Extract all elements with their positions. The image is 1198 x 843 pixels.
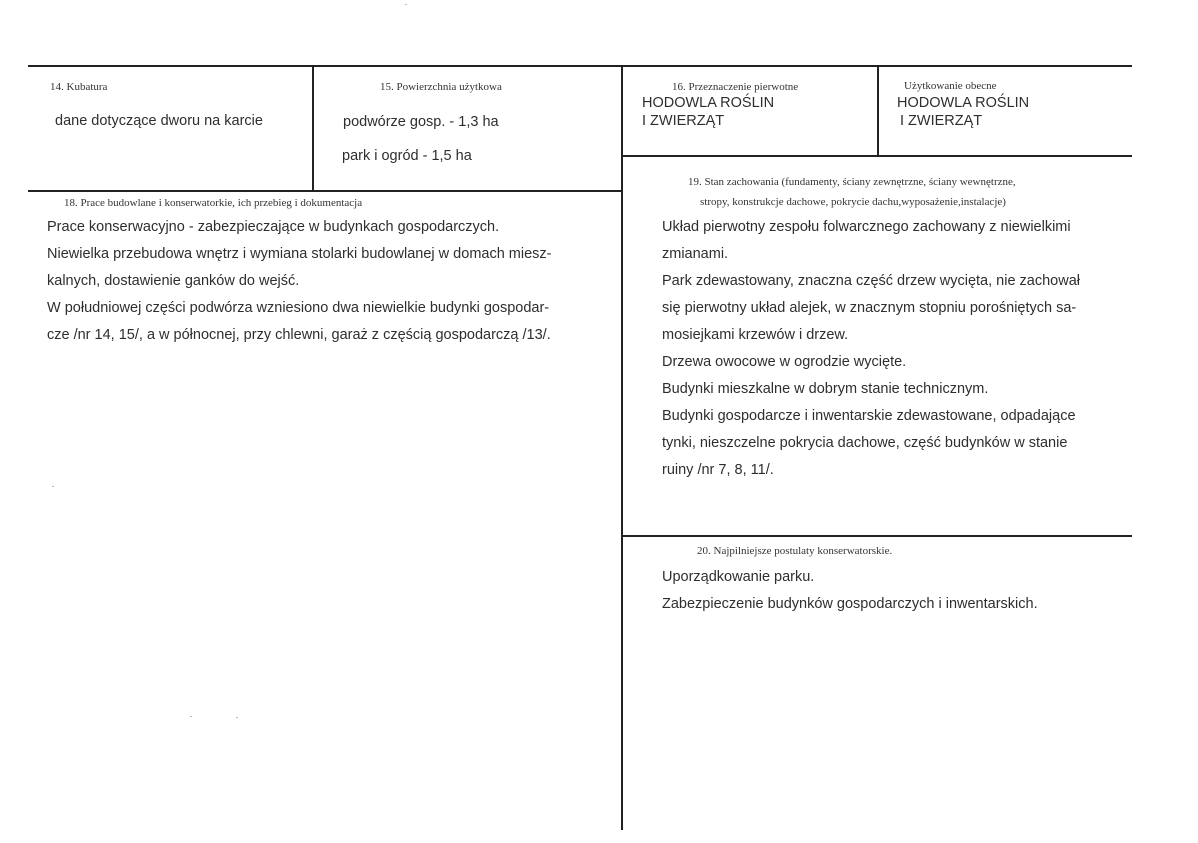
field-19-line: Budynki gospodarcze i inwentarskie zdewastowane, odpadające xyxy=(662,408,1076,424)
field-17-line-1: HODOWLA ROŚLIN xyxy=(897,95,1030,111)
field-15-line-2: park i ogród - 1,5 ha xyxy=(342,148,472,164)
field-15-line-1: podwórze gosp. - 1,3 ha xyxy=(343,114,499,130)
field-19-body xyxy=(662,214,1080,484)
center-divider xyxy=(621,65,623,830)
field-20-line: Zabezpieczenie budynków gospodarczych i inwentarskich. xyxy=(662,596,1038,612)
field-17-line-2: I ZWIERZĄT xyxy=(900,113,983,129)
field-17-caption: Użytkowanie obecne xyxy=(904,80,997,92)
field-18-line: Prace konserwacyjno - zabezpieczające w budynkach gospodarczych. xyxy=(47,219,500,235)
field-14-value: dane dotyczące dworu na karcie xyxy=(55,113,263,129)
field-18-line: Niewielka przebudowa wnętrz i wymiana stolarki budowlanej w domach miesz- xyxy=(47,246,552,262)
field-19-line: Układ pierwotny zespołu folwarcznego zachowany z niewielkimi xyxy=(662,219,1071,235)
rule-below-14-15 xyxy=(28,190,623,192)
field-16-line-2: I ZWIERZĄT xyxy=(642,113,725,129)
field-19-line: Drzewa owocowe w ogrodzie wycięte. xyxy=(662,354,907,370)
field-19-line: Budynki mieszkalne w dobrym stanie technicznym. xyxy=(662,381,989,397)
field-19-caption-1: 19. Stan zachowania (fundamenty, ściany zewnętrzne, ściany wewnętrzne, xyxy=(688,176,1016,188)
rule-below-16-17 xyxy=(621,155,1132,157)
divider-16-17 xyxy=(877,65,879,157)
scan-speck xyxy=(405,4,407,5)
field-19-line: ruiny /nr 7, 8, 11/. xyxy=(662,462,774,478)
field-16-line-1: HODOWLA ROŚLIN xyxy=(642,95,775,111)
field-18-line: W południowej części podwórza wzniesiono dwa niewielkie budynki gospodar- xyxy=(47,300,550,316)
rule-above-20 xyxy=(621,535,1132,537)
field-20-caption: 20. Najpilniejsze postulaty konserwatorskie. xyxy=(697,545,893,557)
top-rule xyxy=(28,65,1132,67)
field-19-line: zmianami. xyxy=(662,246,729,262)
field-19-line: się pierwotny układ alejek, w znacznym stopniu porośniętych sa- xyxy=(662,300,1077,316)
field-19-line: Park zdewastowany, znaczna część drzew wycięta, nie zachował xyxy=(662,273,1081,289)
field-19-line: mosiejkami krzewów i drzew. xyxy=(662,327,849,343)
field-18-caption: 18. Prace budowlane i konserwatorkie, ich przebieg i dokumentacja xyxy=(64,197,363,209)
field-18-line: kalnych, dostawienie ganków do wejść. xyxy=(47,273,300,289)
scan-speck xyxy=(236,717,238,718)
field-20-body xyxy=(662,564,1038,618)
field-14-caption: 14. Kubatura xyxy=(50,81,108,93)
field-19-caption-2: stropy, konstrukcje dachowe, pokrycie dachu,wyposażenie,instalacje) xyxy=(700,196,1006,208)
field-15-caption: 15. Powierzchnia użytkowa xyxy=(380,81,502,93)
field-20-line: Uporządkowanie parku. xyxy=(662,569,815,585)
field-19-line: tynki, nieszczelne pokrycia dachowe, część budynków w stanie xyxy=(662,435,1068,451)
field-18-body xyxy=(47,214,552,349)
field-18-line: cze /nr 14, 15/, a w północnej, przy chlewni, garaż z częścią gospodarczą /13/. xyxy=(47,327,551,343)
divider-14-15 xyxy=(312,65,314,192)
scan-speck xyxy=(52,486,54,487)
field-16-caption: 16. Przeznaczenie pierwotne xyxy=(672,81,799,93)
scan-speck xyxy=(190,716,192,717)
